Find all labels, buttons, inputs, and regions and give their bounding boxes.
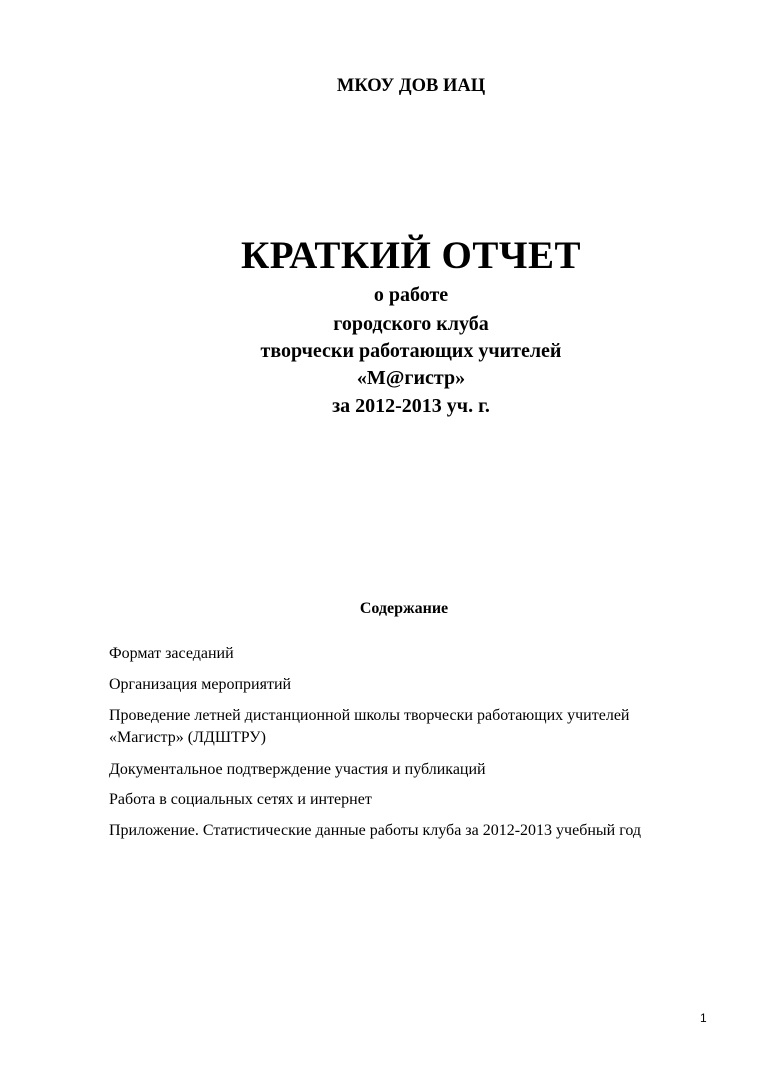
organization-name: МКОУ ДОВ ИАЦ [336,76,486,96]
contents-item: Проведение летней дистанционной школы творчески работающих учителей [109,707,630,724]
contents-item-continuation: «Магистр» (ЛДШТРУ) [109,729,266,746]
report-subtitle-line: городского клуба [333,313,489,335]
contents-item: Работа в социальных сетях и интернет [109,791,372,808]
contents-item: Организация мероприятий [109,676,292,693]
report-subtitle-line: творчески работающих учителей [260,340,562,362]
report-subtitle-line: о работе [373,284,449,306]
report-subtitle-line: «М@гистр» [356,367,466,389]
contents-item: Документальное подтверждение участия и публикаций [109,761,486,778]
report-period: за 2012-2013 уч. г. [332,395,490,417]
contents-heading: Содержание [359,600,449,617]
contents-item: Формат заседаний [109,645,234,662]
contents-item: Приложение. Статистические данные работы клуба за 2012-2013 учебный год [109,822,642,839]
report-title: КРАТКИЙ ОТЧЕТ [240,234,582,277]
page-number: 1 [700,1011,707,1025]
